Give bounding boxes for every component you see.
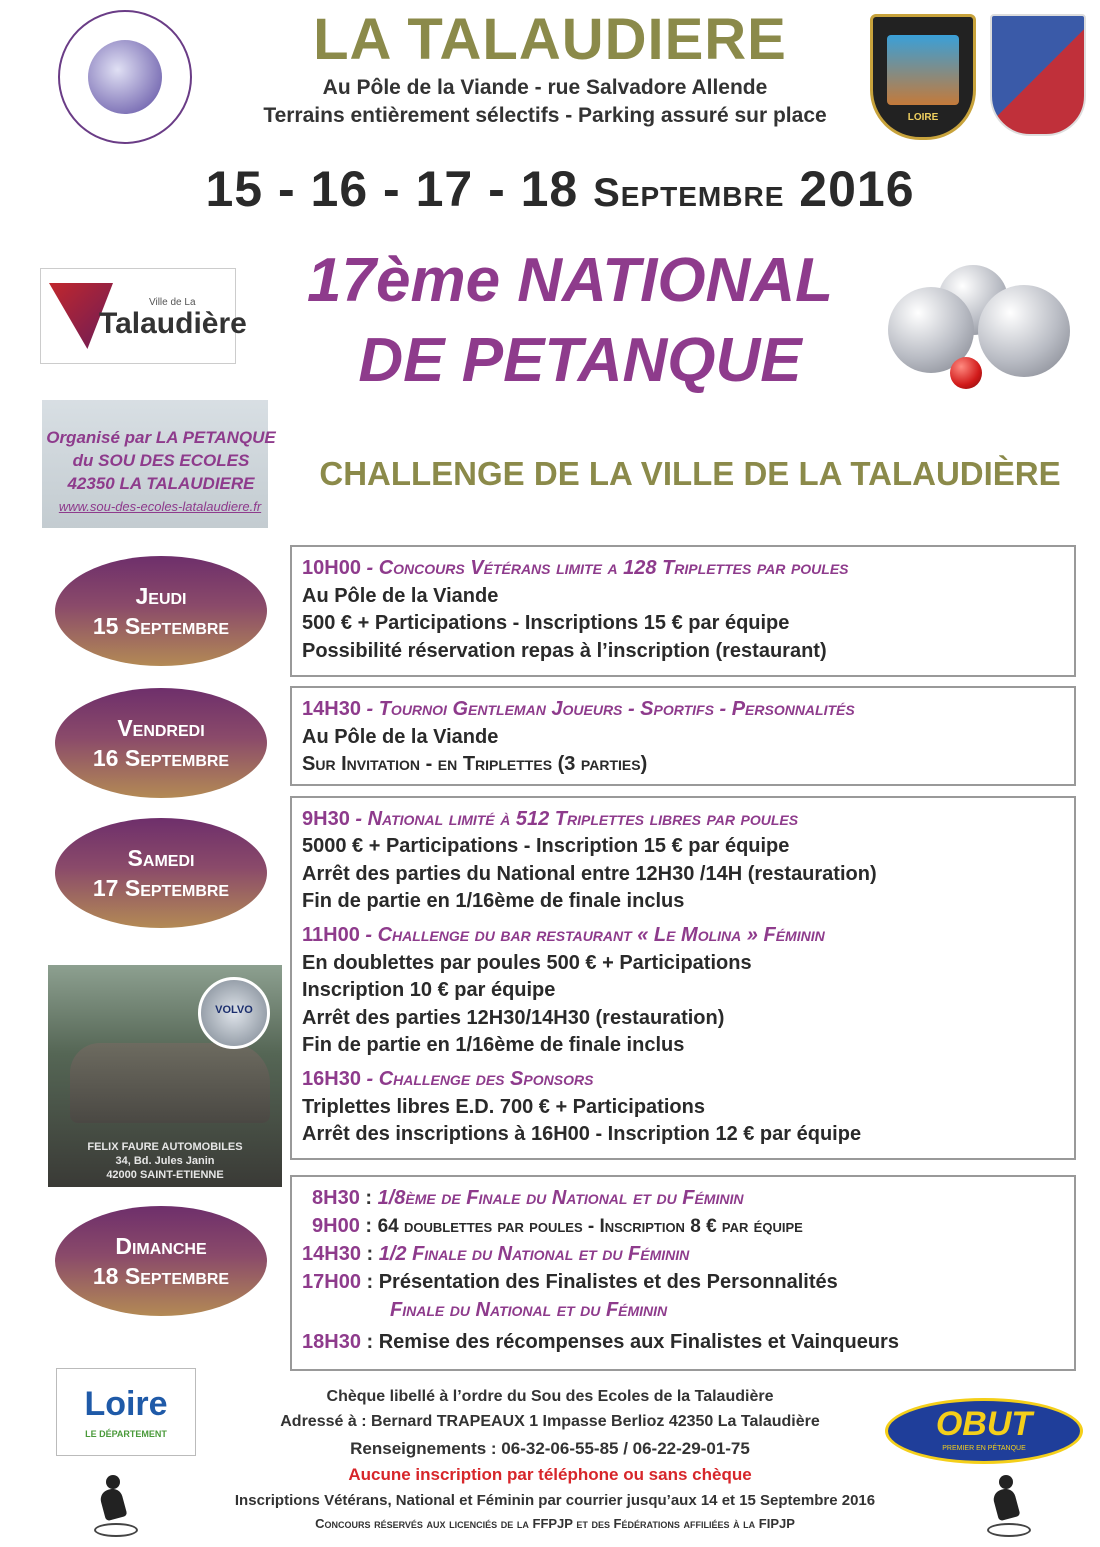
national-title-line1: 17ème NATIONAL — [307, 246, 833, 315]
sponsor-line2: 34, Bd. Jules Janin — [115, 1155, 215, 1167]
loire-logo-name: Loire — [84, 1385, 168, 1423]
event-line: Au Pôle de la Viande — [302, 585, 499, 607]
event-line: Arrêt des inscriptions à 16H00 - Inscription 12 € par équipe — [302, 1123, 862, 1145]
mailing-address: Adressé à : Bernard TRAPEAUX 1 Impasse Berlioz 42350 La Talaudière — [280, 1413, 820, 1430]
obut-logo — [885, 1398, 1083, 1464]
day-oval-vendredi — [55, 688, 267, 798]
schedule-box-samedi — [290, 796, 1076, 1160]
event-row: Finale du National et du Féminin — [390, 1299, 668, 1321]
shield-label: LOIRE — [907, 112, 939, 123]
obut-logo-sub: PREMIER EN PÉTANQUE — [942, 1445, 1026, 1452]
dates-month: Septembre — [593, 171, 785, 215]
organizer-line3: 42350 LA TALAUDIERE — [67, 474, 255, 493]
organizer-line2: du SOU DES ECOLES — [72, 451, 250, 470]
day-name: Samedi — [127, 845, 195, 871]
terrain-info: Terrains entièrement sélectifs - Parking assuré sur place — [263, 104, 827, 127]
car-icon — [70, 1043, 270, 1123]
petanque-balls-icon — [880, 265, 1090, 400]
day-date: 15 Septembre — [92, 613, 230, 639]
license-notice: Concours réservés aux licenciés de la FFPJP et des Fédérations affiliées à la FIPJP — [315, 1516, 795, 1531]
page-title: LA TALAUDIERE — [313, 7, 787, 72]
no-phone-warning: Aucune inscription par téléphone ou sans chèque — [348, 1465, 752, 1484]
player-silhouette-icon — [92, 1475, 138, 1535]
event-row: 18H30 : Remise des récompenses aux Finalistes et Vainqueurs — [302, 1331, 899, 1353]
obut-logo-name: OBUT — [935, 1405, 1033, 1443]
city-logo-name: Talaudière — [99, 307, 247, 340]
mail-registration-deadline: Inscriptions Vétérans, National et Féminin par courrier jusqu’aux 14 et 15 Septembre 2016 — [234, 1492, 876, 1509]
day-name: Vendredi — [117, 715, 205, 741]
schedule-box-dimanche — [290, 1175, 1076, 1371]
day-oval-jeudi — [55, 556, 267, 666]
event-row: 9H00 : 64 doublettes par poules - Inscription 8 € par équipe — [312, 1215, 803, 1237]
sponsor-car-photo — [48, 965, 282, 1187]
schedule-box-jeudi — [290, 545, 1076, 677]
event-line: Arrêt des parties du National entre 12H30 /14H (restauration) — [302, 863, 877, 885]
event-line: 5000 € + Participations - Inscription 15 € par équipe — [302, 835, 790, 857]
schedule-box-vendredi — [290, 686, 1076, 786]
event-row: 8H30 : 1/8ème de Finale du National et du Féminin — [312, 1187, 744, 1209]
event-row: 17H00 : Présentation des Finalistes et des Personnalités — [302, 1271, 838, 1293]
event-dates — [60, 160, 1060, 218]
event-line: Fin de partie en 1/16ème de finale inclus — [302, 1034, 685, 1056]
loire-logo-sub: LE DÉPARTEMENT — [85, 1429, 167, 1439]
challenge-title: CHALLENGE DE LA VILLE DE LA TALAUDIÈRE — [319, 455, 1061, 492]
contact-phones: Renseignements : 06-32-06-55-85 / 06-22-29-01-75 — [350, 1439, 750, 1458]
day-name: Dimanche — [115, 1233, 207, 1259]
event-line: Possibilité réservation repas à l’inscription (restaurant) — [302, 640, 827, 662]
cheque-info: Chèque libellé à l’ordre du Sou des Ecoles de la Talaudière — [326, 1388, 774, 1405]
day-date: 16 Septembre — [92, 745, 230, 771]
day-oval-samedi — [55, 818, 267, 928]
day-name: Jeudi — [135, 583, 187, 609]
event-line: 500 € + Participations - Inscriptions 15 € par équipe — [302, 612, 790, 634]
day-date: 18 Septembre — [92, 1263, 230, 1289]
event-header: 11H00 - Challenge du bar restaurant « Le Molina » Féminin — [302, 924, 825, 946]
organizer-line1: Organisé par LA PETANQUE — [46, 428, 276, 447]
player-silhouette-icon — [985, 1475, 1031, 1535]
dolphin-icon — [887, 35, 959, 105]
event-header: 14H30 - Tournoi Gentleman Joueurs - Sportifs - Personnalités — [302, 698, 855, 720]
event-header: 10H00 - Concours Vétérans limite a 128 Triplettes par poules — [302, 557, 849, 579]
event-line: En doublettes par poules 500 € + Participations — [302, 952, 752, 974]
venue-address: Au Pôle de la Viande - rue Salvadore Allende — [322, 76, 768, 99]
event-header: 9H30 - National limité à 512 Triplettes libres par poules — [302, 808, 799, 830]
event-line: Sur Invitation - en Triplettes (3 parties) — [302, 753, 648, 775]
coat-of-arms-shield — [990, 14, 1086, 136]
event-line: Fin de partie en 1/16ème de finale inclus — [302, 890, 685, 912]
event-row: 14H30 : 1/2 Finale du National et du Féminin — [302, 1243, 690, 1265]
organizer-website[interactable]: www.sou-des-ecoles-latalaudiere.fr — [58, 499, 262, 514]
ffpjp-logo — [58, 10, 192, 144]
loire-department-logo — [56, 1368, 196, 1456]
dates-year: 2016 — [784, 161, 915, 217]
talaudiere-city-logo — [40, 268, 247, 364]
event-line: Inscription 10 € par équipe — [302, 979, 556, 1001]
sponsor-line3: 42000 SAINT-ETIENNE — [106, 1169, 224, 1181]
rooster-icon — [88, 40, 162, 114]
city-logo-small: Ville de La — [149, 297, 196, 308]
event-line: Triplettes libres E.D. 700 € + Participations — [302, 1096, 705, 1118]
event-line: Au Pôle de la Viande — [302, 726, 499, 748]
day-date: 17 Septembre — [92, 875, 230, 901]
national-title-line2: DE PETANQUE — [358, 326, 802, 395]
event-header: 16H30 - Challenge des Sponsors — [302, 1068, 594, 1090]
dates-numbers: 15 - 16 - 17 - 18 — [205, 161, 594, 217]
event-line: Arrêt des parties 12H30/14H30 (restauration) — [302, 1007, 725, 1029]
day-oval-dimanche — [55, 1206, 267, 1316]
sponsor-line1: FELIX FAURE AUTOMOBILES — [87, 1141, 243, 1153]
volvo-logo: VOLVO — [198, 977, 270, 1049]
